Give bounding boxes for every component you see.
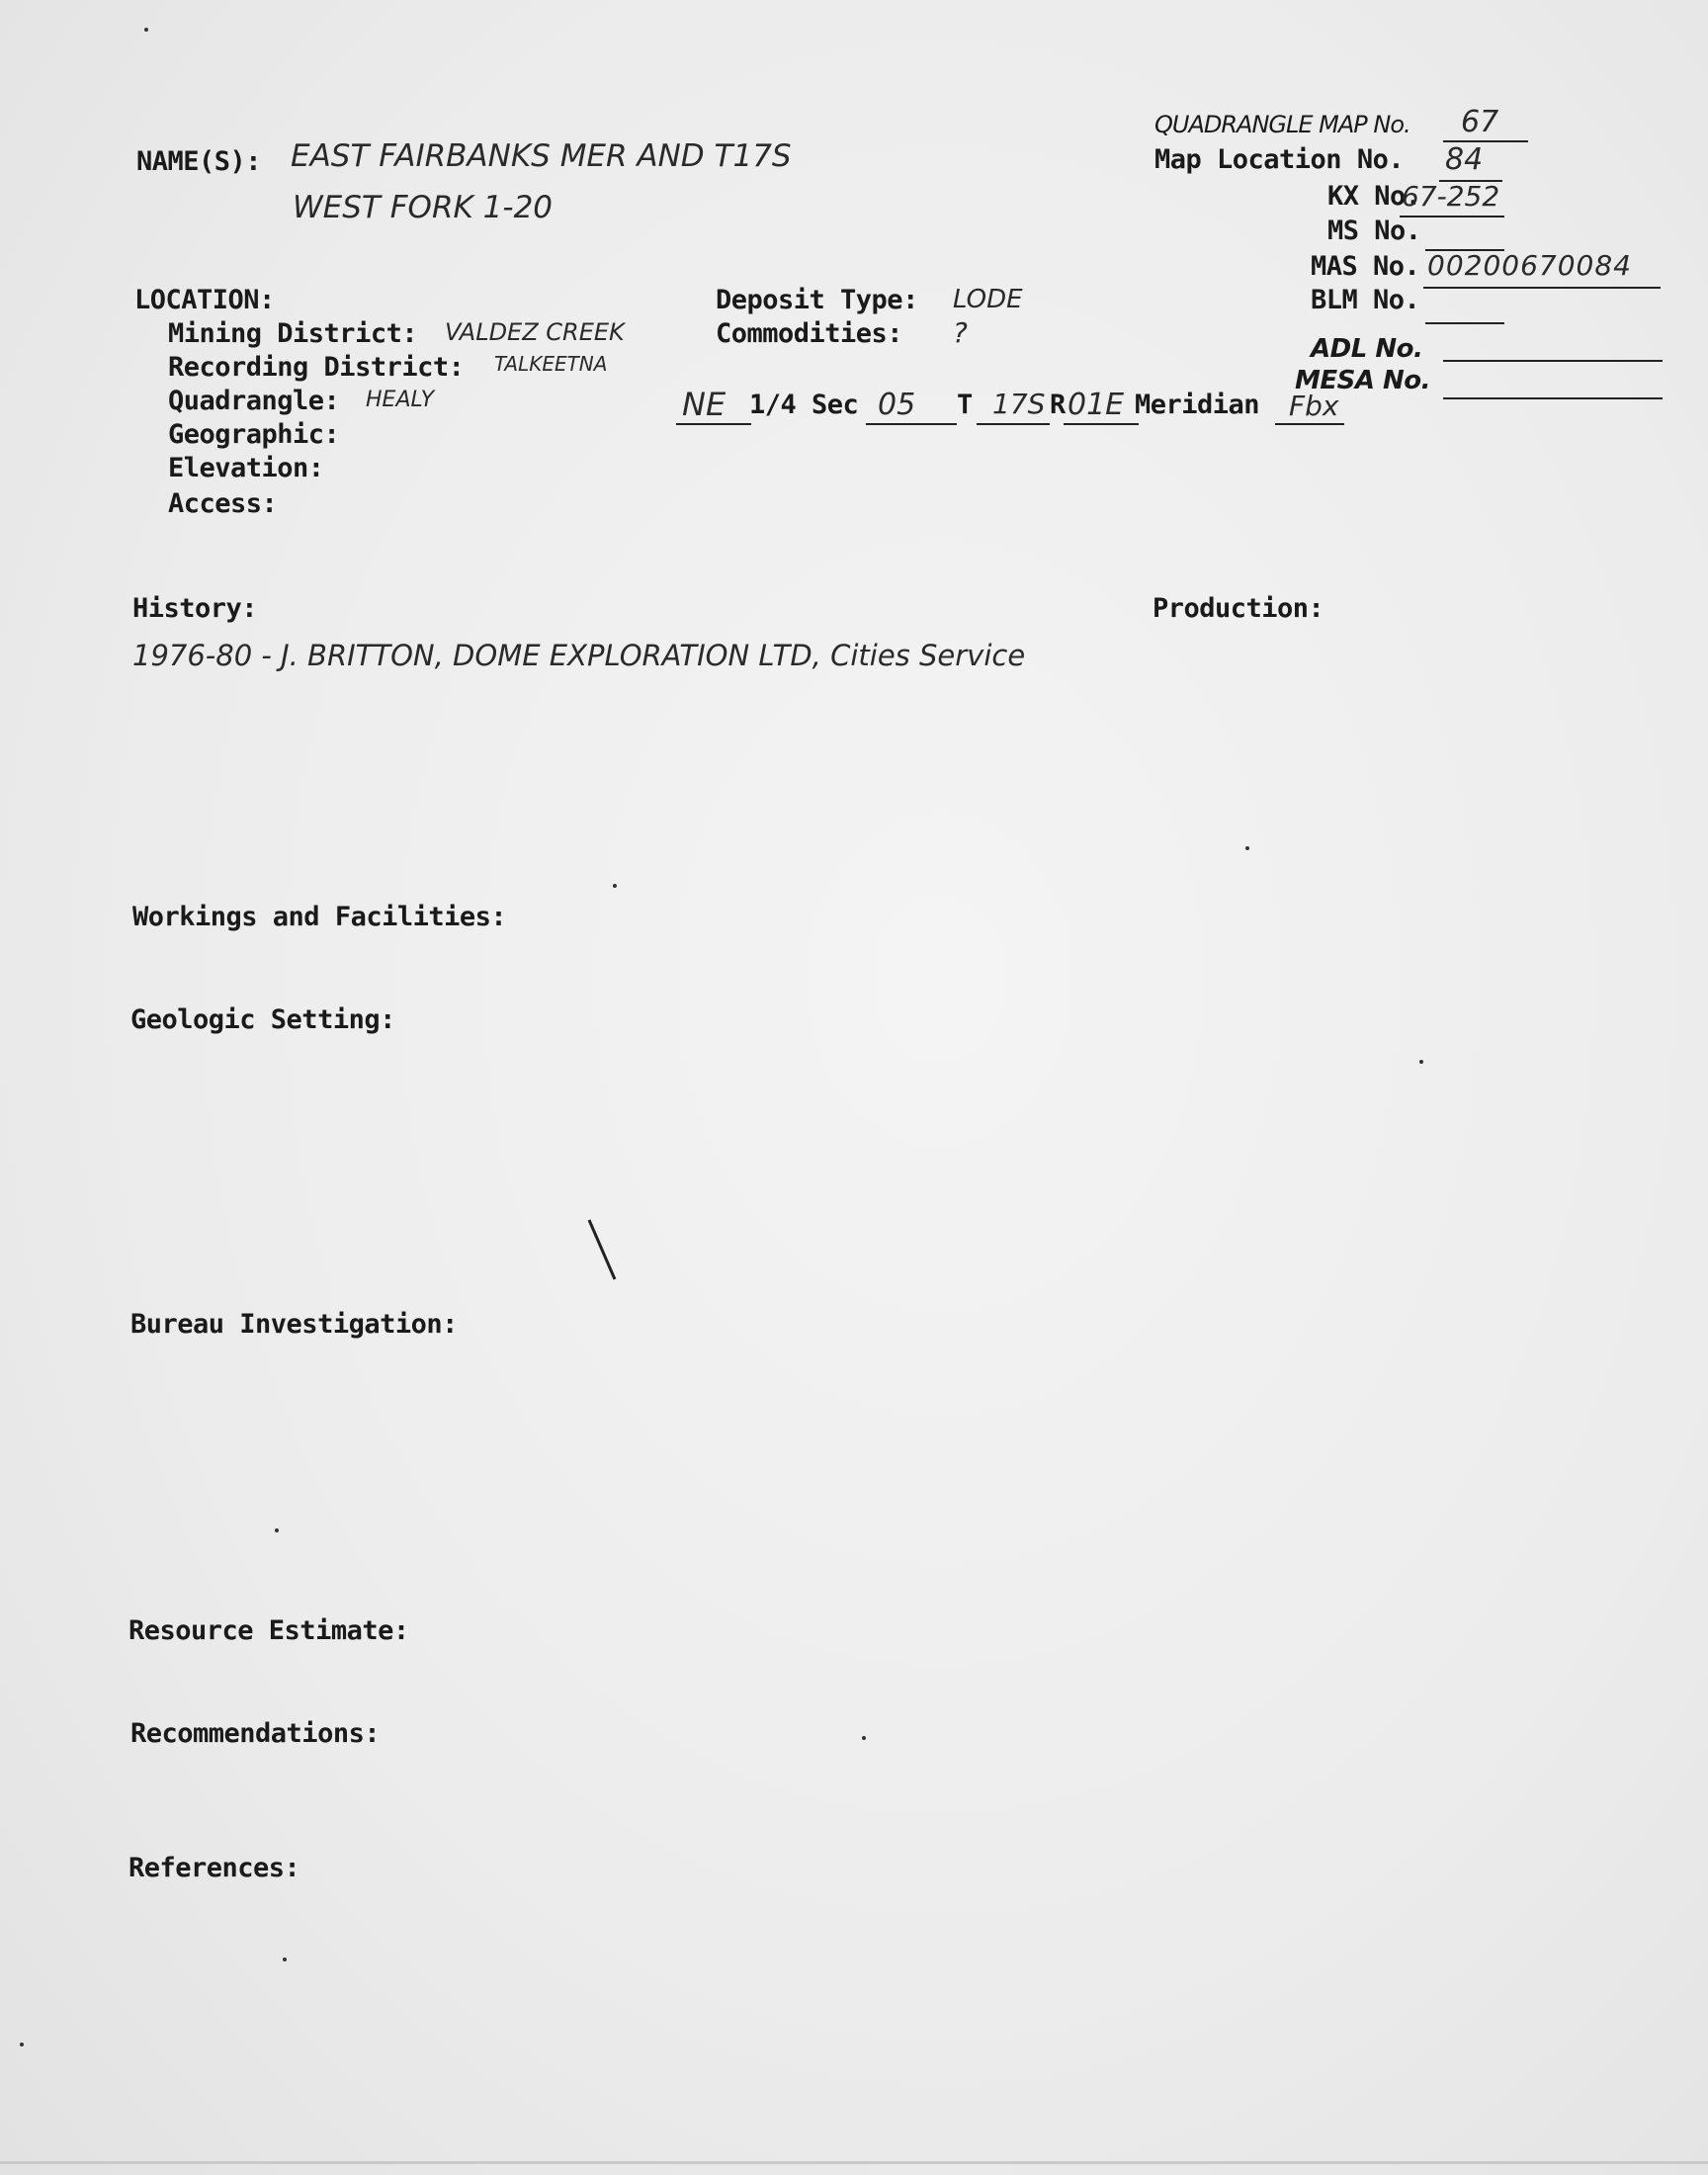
history-label: History:: [132, 593, 258, 624]
meridian-label: Meridian: [1135, 390, 1260, 420]
adl-label: ADL No.: [1311, 334, 1423, 364]
names-line2: WEST FORK 1-20: [293, 190, 554, 225]
township-label: T: [957, 390, 973, 420]
quadrangle-label: Quadrangle:: [168, 386, 340, 416]
range-label: R: [1050, 390, 1066, 420]
geologic-label: Geologic Setting:: [130, 1004, 395, 1035]
recommendations-label: Recommendations:: [130, 1718, 381, 1749]
kx-value: 67-252: [1402, 180, 1500, 213]
bureau-label: Bureau Investigation:: [130, 1309, 458, 1340]
mining-district-value: VALDEZ CREEK: [445, 318, 625, 346]
production-label: Production:: [1153, 593, 1324, 624]
names-label: NAME(S):: [136, 146, 262, 177]
quarter-blank: [676, 423, 751, 425]
mesa-blank: [1443, 397, 1663, 399]
quadrangle-map-value: 67: [1461, 105, 1499, 139]
meridian-blank: [1275, 423, 1344, 425]
deposit-type-label: Deposit Type:: [716, 285, 918, 315]
speck: [613, 884, 617, 888]
commodities-label: Commodities:: [716, 318, 903, 349]
commodities-value: ?: [953, 316, 968, 349]
quadrangle-value: HEALY: [366, 388, 435, 412]
recording-district-value: TALKEETNA: [494, 352, 608, 376]
township-blank: [977, 423, 1050, 425]
pen-stroke-mark: [583, 1216, 623, 1285]
mas-blank: [1423, 287, 1661, 289]
speck: [283, 1958, 287, 1961]
references-label: References:: [128, 1853, 300, 1883]
quarter-value: NE: [682, 386, 726, 423]
speck: [20, 2043, 24, 2046]
section-blank: [866, 423, 957, 425]
adl-blank: [1443, 360, 1663, 362]
speck: [1419, 1060, 1423, 1064]
quadrangle-map-label: QUADRANGLE MAP No.: [1154, 111, 1410, 138]
mesa-label: MESA No.: [1295, 366, 1431, 395]
meridian-value: Fbx: [1289, 390, 1339, 422]
range-blank: [1064, 423, 1139, 425]
recording-district-label: Recording District:: [168, 352, 465, 383]
location-label: LOCATION:: [134, 285, 275, 315]
elevation-label: Elevation:: [168, 453, 324, 483]
speck: [275, 1528, 279, 1532]
mining-district-label: Mining District:: [168, 318, 418, 349]
blm-blank: [1425, 322, 1504, 324]
names-line1: EAST FAIRBANKS MER AND T17S: [291, 138, 792, 174]
section-value: 05: [878, 388, 916, 422]
township-value: 17S: [992, 388, 1046, 420]
deposit-type-value: LODE: [953, 285, 1023, 314]
geographic-label: Geographic:: [168, 419, 340, 450]
range-value: 01E: [1068, 388, 1125, 422]
workings-label: Workings and Facilities:: [132, 902, 507, 932]
mas-value: 00200670084: [1427, 249, 1632, 282]
kx-label: KX No.: [1327, 181, 1421, 212]
access-label: Access:: [168, 488, 278, 519]
quarter-label: 1/4 Sec: [749, 390, 859, 420]
resource-label: Resource Estimate:: [128, 1615, 409, 1646]
speck: [144, 28, 148, 32]
map-location-label: Map Location No.: [1154, 144, 1405, 175]
speck: [1245, 846, 1249, 850]
mas-label: MAS No.: [1311, 251, 1420, 282]
scan-edge: [0, 2161, 1708, 2164]
blm-label: BLM No.: [1311, 285, 1420, 315]
map-location-value: 84: [1445, 142, 1484, 177]
speck: [862, 1736, 866, 1740]
history-value: 1976-80 - J. BRITTON, DOME EXPLORATION LTD, Cities Service: [132, 639, 1026, 672]
ms-label: MS No.: [1327, 216, 1421, 246]
